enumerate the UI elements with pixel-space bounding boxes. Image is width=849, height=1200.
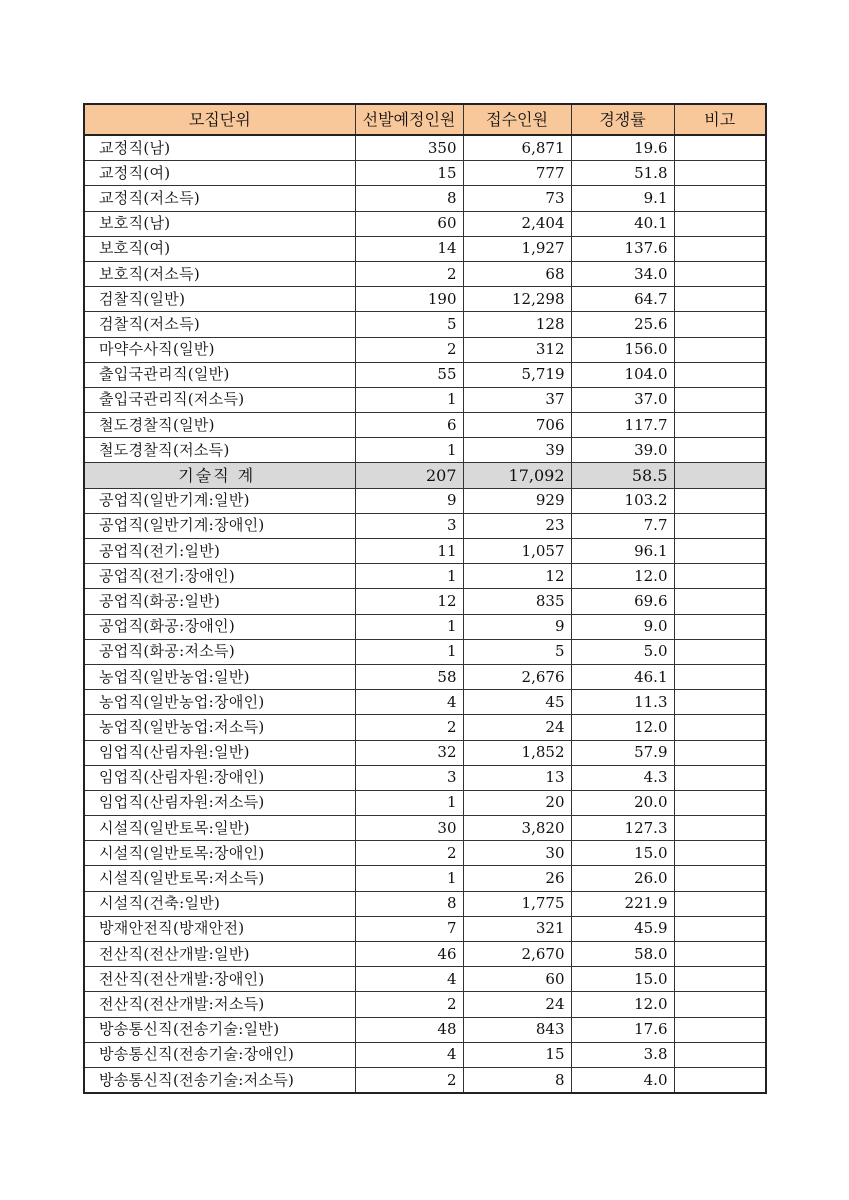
cell-planned: 2 [355, 841, 463, 866]
table-row [84, 841, 766, 866]
cell-planned: 8 [355, 891, 463, 916]
cell-note [674, 287, 766, 312]
cell-ratio: 12.0 [571, 564, 674, 589]
table-row [84, 413, 766, 438]
cell-planned: 4 [355, 1042, 463, 1067]
cell-planned: 3 [355, 765, 463, 790]
cell-applied: 1,852 [463, 740, 571, 765]
cell-planned: 3 [355, 513, 463, 538]
cell-note [674, 564, 766, 589]
cell-ratio: 5.0 [571, 639, 674, 664]
cell-note [674, 236, 766, 261]
cell-applied: 12 [463, 564, 571, 589]
cell-unit: 철도경찰직(저소득) [84, 438, 355, 463]
cell-unit: 시설직(일반토목:일반) [84, 816, 355, 841]
cell-applied: 2,404 [463, 211, 571, 236]
cell-planned: 2 [355, 337, 463, 362]
table-row [84, 790, 766, 815]
cell-applied: 17,092 [463, 463, 571, 488]
cell-ratio: 57.9 [571, 740, 674, 765]
cell-note [674, 816, 766, 841]
cell-unit: 시설직(일반토목:저소득) [84, 866, 355, 891]
cell-planned: 1 [355, 387, 463, 412]
cell-unit: 전산직(전산개발:저소득) [84, 992, 355, 1017]
cell-note [674, 664, 766, 689]
table-row [84, 135, 766, 161]
cell-applied: 26 [463, 866, 571, 891]
table-row [84, 715, 766, 740]
table-row [84, 438, 766, 463]
cell-applied: 2,670 [463, 942, 571, 967]
cell-ratio: 103.2 [571, 488, 674, 513]
header-note: 비고 [674, 104, 766, 135]
cell-ratio: 117.7 [571, 413, 674, 438]
cell-applied: 20 [463, 790, 571, 815]
table-row [84, 539, 766, 564]
cell-applied: 6,871 [463, 135, 571, 161]
header-planned: 선발예정인원 [355, 104, 463, 135]
cell-planned: 14 [355, 236, 463, 261]
header-unit: 모집단위 [84, 104, 355, 135]
cell-unit: 공업직(화공:일반) [84, 589, 355, 614]
cell-planned: 30 [355, 816, 463, 841]
cell-note [674, 161, 766, 186]
table-row [84, 186, 766, 211]
cell-unit: 농업직(일반농업:장애인) [84, 690, 355, 715]
cell-unit: 전산직(전산개발:일반) [84, 942, 355, 967]
table-row [84, 1042, 766, 1067]
cell-ratio: 58.0 [571, 942, 674, 967]
cell-unit: 보호직(남) [84, 211, 355, 236]
cell-planned: 12 [355, 589, 463, 614]
cell-applied: 24 [463, 715, 571, 740]
cell-planned: 4 [355, 967, 463, 992]
cell-ratio: 104.0 [571, 362, 674, 387]
cell-planned: 2 [355, 992, 463, 1017]
cell-note [674, 1042, 766, 1067]
cell-unit: 공업직(전기:장애인) [84, 564, 355, 589]
cell-unit: 공업직(화공:장애인) [84, 614, 355, 639]
cell-ratio: 137.6 [571, 236, 674, 261]
cell-planned: 58 [355, 664, 463, 689]
cell-ratio: 25.6 [571, 312, 674, 337]
cell-planned: 1 [355, 614, 463, 639]
cell-note [674, 942, 766, 967]
cell-applied: 2,676 [463, 664, 571, 689]
subtotal-row [84, 463, 766, 488]
cell-applied: 60 [463, 967, 571, 992]
cell-unit: 기술직 계 [84, 463, 355, 488]
cell-note [674, 463, 766, 488]
cell-ratio: 40.1 [571, 211, 674, 236]
cell-planned: 8 [355, 186, 463, 211]
cell-planned: 48 [355, 1017, 463, 1042]
cell-note [674, 992, 766, 1017]
cell-planned: 2 [355, 1067, 463, 1093]
table-row [84, 236, 766, 261]
cell-ratio: 15.0 [571, 967, 674, 992]
cell-planned: 9 [355, 488, 463, 513]
cell-applied: 8 [463, 1067, 571, 1093]
cell-ratio: 7.7 [571, 513, 674, 538]
cell-note [674, 589, 766, 614]
cell-ratio: 26.0 [571, 866, 674, 891]
cell-ratio: 69.6 [571, 589, 674, 614]
cell-applied: 68 [463, 261, 571, 286]
cell-applied: 3,820 [463, 816, 571, 841]
cell-unit: 농업직(일반농업:일반) [84, 664, 355, 689]
cell-unit: 검찰직(일반) [84, 287, 355, 312]
cell-applied: 9 [463, 614, 571, 639]
table-row [84, 312, 766, 337]
table-header-row [84, 104, 766, 135]
cell-note [674, 614, 766, 639]
cell-applied: 706 [463, 413, 571, 438]
cell-unit: 교정직(남) [84, 135, 355, 161]
cell-applied: 12,298 [463, 287, 571, 312]
cell-applied: 37 [463, 387, 571, 412]
cell-note [674, 513, 766, 538]
cell-unit: 공업직(일반기계:장애인) [84, 513, 355, 538]
cell-ratio: 34.0 [571, 261, 674, 286]
cell-unit: 공업직(전기:일반) [84, 539, 355, 564]
cell-ratio: 11.3 [571, 690, 674, 715]
table-row [84, 387, 766, 412]
cell-note [674, 186, 766, 211]
cell-applied: 15 [463, 1042, 571, 1067]
cell-unit: 철도경찰직(일반) [84, 413, 355, 438]
cell-unit: 방송통신직(전송기술:저소득) [84, 1067, 355, 1093]
table-row [84, 1067, 766, 1093]
cell-applied: 23 [463, 513, 571, 538]
cell-note [674, 740, 766, 765]
cell-planned: 350 [355, 135, 463, 161]
cell-applied: 30 [463, 841, 571, 866]
cell-ratio: 39.0 [571, 438, 674, 463]
cell-planned: 2 [355, 715, 463, 740]
cell-applied: 39 [463, 438, 571, 463]
header-ratio: 경쟁률 [571, 104, 674, 135]
table-row [84, 967, 766, 992]
table-row [84, 513, 766, 538]
table-row [84, 211, 766, 236]
cell-note [674, 362, 766, 387]
table-row [84, 639, 766, 664]
cell-applied: 321 [463, 916, 571, 941]
cell-note [674, 790, 766, 815]
cell-ratio: 20.0 [571, 790, 674, 815]
cell-applied: 24 [463, 992, 571, 1017]
cell-applied: 835 [463, 589, 571, 614]
cell-planned: 7 [355, 916, 463, 941]
cell-unit: 마약수사직(일반) [84, 337, 355, 362]
cell-note [674, 891, 766, 916]
cell-note [674, 715, 766, 740]
cell-applied: 929 [463, 488, 571, 513]
cell-note [674, 261, 766, 286]
cell-applied: 312 [463, 337, 571, 362]
cell-unit: 보호직(저소득) [84, 261, 355, 286]
cell-ratio: 127.3 [571, 816, 674, 841]
cell-ratio: 12.0 [571, 715, 674, 740]
cell-note [674, 1067, 766, 1093]
table-row [84, 589, 766, 614]
cell-applied: 1,775 [463, 891, 571, 916]
cell-note [674, 690, 766, 715]
cell-planned: 1 [355, 639, 463, 664]
table-row [84, 614, 766, 639]
cell-unit: 임업직(산림자원:장애인) [84, 765, 355, 790]
table-row [84, 564, 766, 589]
table-row [84, 816, 766, 841]
cell-applied: 5,719 [463, 362, 571, 387]
cell-unit: 임업직(산림자원:저소득) [84, 790, 355, 815]
cell-unit: 보호직(여) [84, 236, 355, 261]
cell-planned: 190 [355, 287, 463, 312]
cell-ratio: 19.6 [571, 135, 674, 161]
cell-ratio: 51.8 [571, 161, 674, 186]
cell-ratio: 15.0 [571, 841, 674, 866]
cell-planned: 1 [355, 790, 463, 815]
cell-unit: 방재안전직(방재안전) [84, 916, 355, 941]
cell-ratio: 45.9 [571, 916, 674, 941]
cell-unit: 방송통신직(전송기술:장애인) [84, 1042, 355, 1067]
cell-ratio: 156.0 [571, 337, 674, 362]
cell-unit: 교정직(저소득) [84, 186, 355, 211]
cell-applied: 128 [463, 312, 571, 337]
cell-unit: 시설직(일반토목:장애인) [84, 841, 355, 866]
cell-ratio: 58.5 [571, 463, 674, 488]
header-applied: 접수인원 [463, 104, 571, 135]
table-row [84, 664, 766, 689]
cell-planned: 60 [355, 211, 463, 236]
cell-planned: 5 [355, 312, 463, 337]
cell-ratio: 96.1 [571, 539, 674, 564]
table-row [84, 740, 766, 765]
cell-ratio: 37.0 [571, 387, 674, 412]
cell-note [674, 337, 766, 362]
cell-unit: 출입국관리직(저소득) [84, 387, 355, 412]
cell-planned: 207 [355, 463, 463, 488]
cell-ratio: 3.8 [571, 1042, 674, 1067]
cell-ratio: 17.6 [571, 1017, 674, 1042]
cell-note [674, 387, 766, 412]
cell-ratio: 46.1 [571, 664, 674, 689]
table-row [84, 891, 766, 916]
table-row [84, 1017, 766, 1042]
cell-applied: 73 [463, 186, 571, 211]
table-body [84, 135, 766, 1093]
cell-note [674, 413, 766, 438]
table-row [84, 161, 766, 186]
cell-planned: 1 [355, 438, 463, 463]
cell-planned: 15 [355, 161, 463, 186]
cell-ratio: 12.0 [571, 992, 674, 1017]
cell-planned: 6 [355, 413, 463, 438]
cell-note [674, 866, 766, 891]
cell-applied: 5 [463, 639, 571, 664]
cell-note [674, 967, 766, 992]
table-row [84, 916, 766, 941]
cell-note [674, 135, 766, 161]
cell-unit: 검찰직(저소득) [84, 312, 355, 337]
cell-ratio: 4.3 [571, 765, 674, 790]
table-row [84, 488, 766, 513]
table-row [84, 992, 766, 1017]
cell-note [674, 765, 766, 790]
cell-unit: 방송통신직(전송기술:일반) [84, 1017, 355, 1042]
cell-planned: 55 [355, 362, 463, 387]
table-row [84, 690, 766, 715]
cell-planned: 32 [355, 740, 463, 765]
cell-unit: 교정직(여) [84, 161, 355, 186]
cell-ratio: 4.0 [571, 1067, 674, 1093]
cell-ratio: 9.0 [571, 614, 674, 639]
cell-unit: 출입국관리직(일반) [84, 362, 355, 387]
cell-planned: 4 [355, 690, 463, 715]
cell-planned: 1 [355, 866, 463, 891]
cell-unit: 공업직(화공:저소득) [84, 639, 355, 664]
table-row [84, 362, 766, 387]
cell-planned: 46 [355, 942, 463, 967]
table-row [84, 261, 766, 286]
cell-applied: 45 [463, 690, 571, 715]
cell-applied: 777 [463, 161, 571, 186]
cell-applied: 1,057 [463, 539, 571, 564]
cell-note [674, 841, 766, 866]
table-row [84, 942, 766, 967]
table-row [84, 866, 766, 891]
cell-applied: 843 [463, 1017, 571, 1042]
cell-unit: 공업직(일반기계:일반) [84, 488, 355, 513]
cell-note [674, 488, 766, 513]
cell-ratio: 64.7 [571, 287, 674, 312]
cell-ratio: 9.1 [571, 186, 674, 211]
table-row [84, 287, 766, 312]
cell-unit: 전산직(전산개발:장애인) [84, 967, 355, 992]
cell-note [674, 916, 766, 941]
cell-planned: 11 [355, 539, 463, 564]
cell-ratio: 221.9 [571, 891, 674, 916]
cell-note [674, 639, 766, 664]
cell-unit: 농업직(일반농업:저소득) [84, 715, 355, 740]
cell-unit: 임업직(산림자원:일반) [84, 740, 355, 765]
cell-note [674, 539, 766, 564]
cell-note [674, 438, 766, 463]
cell-applied: 13 [463, 765, 571, 790]
cell-applied: 1,927 [463, 236, 571, 261]
table-row [84, 337, 766, 362]
recruitment-table [83, 103, 767, 1094]
cell-planned: 2 [355, 261, 463, 286]
table-row [84, 765, 766, 790]
cell-planned: 1 [355, 564, 463, 589]
cell-note [674, 1017, 766, 1042]
cell-note [674, 211, 766, 236]
cell-note [674, 312, 766, 337]
cell-unit: 시설직(건축:일반) [84, 891, 355, 916]
